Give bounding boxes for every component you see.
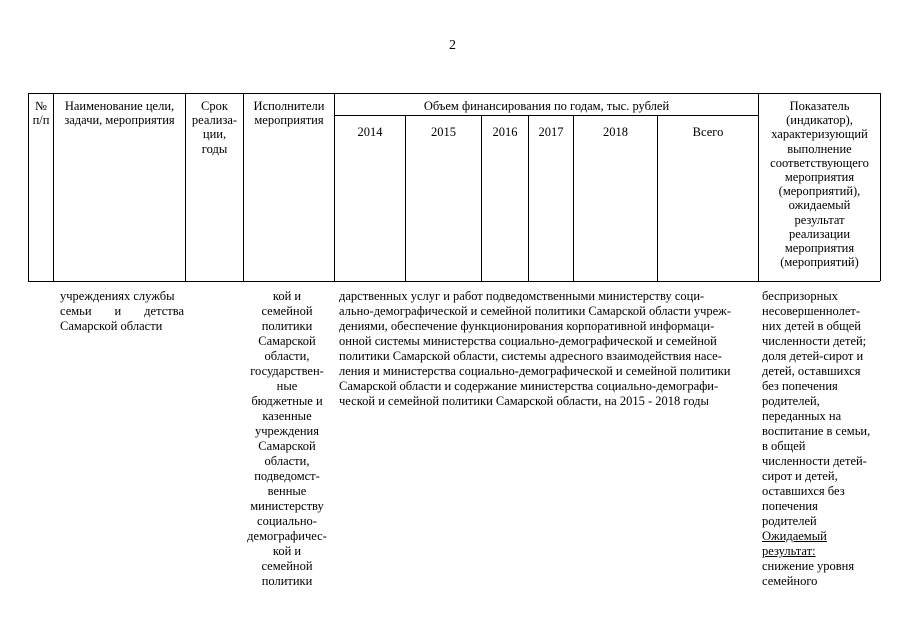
header-year-2016: 2016: [492, 125, 518, 139]
col-divider: [334, 93, 335, 281]
col-divider: [880, 93, 881, 281]
header-top-border: [28, 93, 880, 94]
col-divider: [528, 115, 529, 281]
header-executors: Исполнители мероприятия: [253, 99, 325, 128]
expected-result-label: Ожидаемый: [762, 529, 827, 543]
col-divider: [405, 115, 406, 281]
col-divider: [657, 115, 658, 281]
row-name-cell: учреждениях службы семьи и детства Самарской области: [60, 289, 184, 333]
header-year-2018: 2018: [603, 125, 628, 139]
header-year-2014: 2014: [357, 125, 383, 139]
header-year-2017: 2017: [538, 125, 564, 139]
header-year-2015: 2015: [431, 125, 456, 139]
row-indicator-cell: беспризорных несовершеннолет- них детей в общей численности детей; доля детей-сирот и детей, оставшихся без попечения родителей, переданных на воспитание в семьи, в общей численности детей- сирот и детей, оставшихся без попечения родителей Ожидаемый результат: снижение уровня семейного: [762, 289, 878, 589]
years-top-border: [334, 115, 758, 116]
header-name: Наименование цели, задачи, мероприятия: [64, 99, 175, 128]
header-total: Всего: [692, 125, 724, 139]
col-divider: [481, 115, 482, 281]
header-num: № п/п: [32, 99, 50, 128]
header-term: Срок реализа- ции, годы: [191, 99, 238, 156]
row-executors-cell: кой и семейной политики Самарской области, государствен- ные бюджетные и казенные учреждения Самарской области, подведомст- венные министерству социально- демографичес- кой и семейной политики: [247, 289, 327, 588]
row-finance-description: дарственных услуг и работ подведомственными министерству соци- ально-демографической и семейной политики Самарской области учреж- дениями, обеспечение функционирования корпоративной информаци- онной системы министерства социально-демографической и семейной политики Самарской области, системы адресного взаимодействия насе- ления и министерства социально-демографической и семейной политики Самарской области и содержание министерства социально-демографи- ческой и семейной политики Самарской области, на 2015 - 2018 годы: [339, 289, 731, 408]
header-indicator: Показатель (индикатор), характеризующий выполнение соответствующего мероприятия (мероприятий), ожидаемый результат реализации мероприятия (мероприятий): [770, 99, 869, 270]
expected-result-label: результат:: [762, 544, 816, 558]
col-divider: [573, 115, 574, 281]
header-finance-title: Объем финансирования по годам, тыс. рублей: [423, 99, 670, 113]
page-number: 2: [449, 38, 456, 53]
header-bottom-border: [28, 281, 880, 282]
